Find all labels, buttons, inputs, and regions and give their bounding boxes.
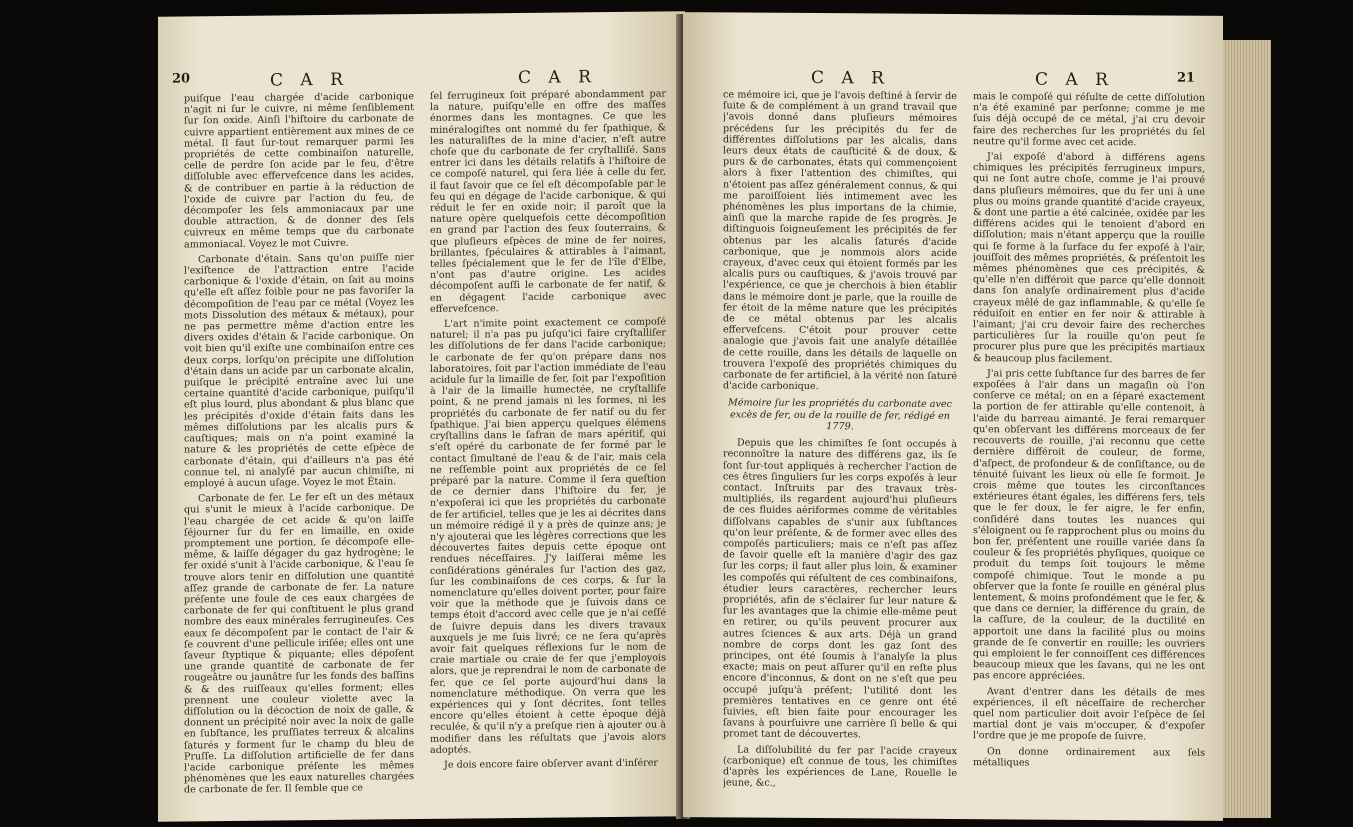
- right-column-1: [723, 89, 957, 806]
- left-page: [158, 11, 685, 822]
- paragraph: Carbonate d'étain. Sans qu'on puiſſe nier l'exiſtence de l'attraction entre l'acide carbonique & l'oxide d'étain, on ſait au moins qu'elle eſt aſſez foible pour ne pas favoriſer la décompoſition de l'eau par ce métal (Voyez les mots Dissolution des métaux & métaux), pour ne pas permettre même d'action entre les divers oxides d'étain & l'acide carbonique. On voit bien qu'il exiſte une combinaiſon entre ces deux corps, lorſqu'on précipite une diſſolution d'étain dans un acide par un carbonate alcalin, puiſque le précipité entraîne avec lui une certaine quantité d'acide carbonique, puiſqu'il eſt plus lourd, plus abondant & plus blanc que les précipités d'oxide d'étain faits dans les mêmes diſſolutions par les alcalis purs & cauſtiques; mais on n'a point examiné la nature & les propriétés de cette eſpèce de carbonate d'étain, qui d'ailleurs n'a pas été connue tel, ni analyſé par aucun chimiſte, ni employé à aucun uſage. Voyez le mot Étain.: [184, 251, 414, 490]
- paragraph: Avant d'entrer dans les détails de mes expériences, il eſt néceſſaire de rechercher quel nom particulier doit avoir l'eſpèce de ſel martial dont je vais m'occuper, & d'expoſer l'ordre que je me propoſe de ſuivre.: [973, 685, 1205, 743]
- paragraph: On donne ordinairement aux ſels métalliques: [973, 745, 1205, 769]
- right-running-head-2: C A R: [1035, 69, 1114, 91]
- right-column-2: [973, 91, 1205, 808]
- paragraph: Carbonate de fer. Le fer eſt un des métaux qui s'unit le mieux à l'acide carbonique. De l'eau chargée de cet acide & qu'on laiſſe ſéjourner ſur du fer en limaille, en oxide promptement une portion, ſe décompoſe elle-même, & laiſſe dégager du gaz hydrogène; le fer oxidé s'unit à l'acide carbonique, & l'eau ſe trouve alors tenir en diſſolution une quantité aſſez grande de carbonate de fer. La nature préſente une foule de ces eaux chargées de carbonate de fer qui conſtituent le plus grand nombre des eaux minérales ferrugineuſes. Ces eaux ſe décompoſent par le contact de l'air & ſe couvrent d'une pellicule iriſée; elles ont une ſaveur ſtyptique & piquante; elles dépoſent une grande quantité de carbonate de fer rougeâtre ou jaunâtre ſur les fonds des baſſins & & des ruiſſeaux qu'elles forment; elles prennent une couleur violette avec la diſſolution ou la décoction de noix de galle, & donnent un précipité noir avec la noix de galle en ſubſtance, les pruſſiates terreux & alcalins ſaturés y forment ſur le champ du bleu de Pruſſe. La diſſolution artificielle de fer dans l'acide carbonique préſente les mêmes phénomènes que les eaux naturelles chargées de carbonate de fer. Il ſemble que ce: [184, 491, 414, 796]
- paragraph: J'ai pris cette ſubſtance ſur des barres de fer expoſées à l'air dans un magaſin où l'on conſerve ce métal; on en a ſéparé exactement la portion de fer attirable qu'elle contenoit, à l'aide du barreau aimanté. Je ferai remarquer qu'en obſervant les différens morceaux de fer recouverts de rouille, j'ai reconnu que cette dernière différoit de couleur, de forme, d'aſpect, de profondeur & de conſiſtance, ou de ténuité ſuivant les lieux où elle ſe formoit. Je crois même que toutes les circonſtances extérieures étant égales, les différens fers, tels que le fer doux, le fer aigre, le fer enfin, conſidéré dans toutes les nuances qui s'éloignent ou ſe rapprochent plus ou moins du bon fer, préſentent une rouille variée dans ſa couleur & ſes propriétés phyſiques, quoique ce produit du temps ſoit toujours le même compoſé chimique. Tout le monde a pu obſerver que la fonte ſe rouille en général plus lentement, & moins profondément que le fer, & que dans ce dernier, la différence du grain, de la caſſure, de la couleur, de la ductilité en apportoit une dans la facilité plus ou moins grande de ſe convertir en rouille; les ouvriers qui emploient le fer connoiſſent ces différences beaucoup mieux que les ſavans, qui ne les ont pas encore appréciées.: [973, 368, 1205, 683]
- right-page: [683, 12, 1223, 821]
- left-running-head-2: C A R: [518, 67, 597, 88]
- paragraph: puiſque l'eau chargée d'acide carbonique n'agit ni ſur le cuivre, ni même ſenſiblement ſur ſon oxide. Ainſi l'hiſtoire du carbonate de cuivre appartient entièrement aux mines de ce métal. Il faut ſur-tout remarquer parmi les propriétés de cette combinaiſon naturelle, celle de perdre ſon acide par le feu, d'être diſſoluble avec effervefcence dans les acides, & de contribuer en partie à la réduction de l'oxide de cuivre par l'action du feu, de décompoſer les ſels ammoniacaux par une double attraction, & de donner des ſels cuivreux en même temps que du carbonate ammoniacal. Voyez le mot Cuivre.: [184, 91, 414, 251]
- left-column-1: [184, 91, 414, 808]
- paragraph: ce mémoire ici, que je l'avois deſtiné à ſervir de ſuite & de complément à un grand travail que j'avois donné dans pluſieurs mémoires précédens ſur les précipités du fer de différentes diſſolutions par les alcalis, dans leurs deux états de cauſticité & de doux, & purs & de carbonates, états qui commençoient alors à fixer l'attention des chimiſtes, qui n'étoient pas aſſez généralement connus, & qui me paroiſſoient liés intimement avec les phénomènes les plus importans de la chimie, ainſi que la marche rapide de ſes progrès. Je diſtinguois ſoigneuſement les précipités de fer obtenus par les alcalis ſaturés d'acide carbonique, que je nommois alors acide crayeux, d'avec ceux qui étoient formés par les alcalis purs ou cauſtiques, & j'avois trouvé par l'expérience, ce que je cherchois à bien établir dans le mémoire dont je parle, que la rouille de fer étoit de la même nature que les précipités de ce métal obtenus par les alcalis effervefcens. C'étoit pour prouver cette analogie que j'avois fait une analyſe détaillée de cette rouille, dans les détails de laquelle on trouvera l'expoſé des propriétés chimiques du carbonate de fer artificiel, à la vérité non ſaturé d'acide carbonique.: [723, 89, 957, 393]
- left-page-number: 20: [172, 71, 191, 87]
- paragraph: ſel ferrugineux ſoit préparé abondamment par la nature, puiſqu'elle en offre des maſſes énormes dans les montagnes. Ce que les minéralogiſtes ont nommé du fer ſpathique, & les naturaliſtes de la mine d'acier, n'eſt autre choſe que du carbonate de fer cryſtalliſé. Sans entrer ici dans les détails relatifs à l'hiſtoire de ce compoſé naturel, qui ſera liée à celle du fer, il faut ſavoir que ce ſel eſt décompoſable par le feu qui en dégage de l'acide carbonique, & qui réduit le fer en oxide noir; il paroît que la nature opère quelquefois cette décompoſition en grand par l'action des feux ſouterrains, & que pluſieurs eſpèces de mine de fer noires, brillantes, ſpéculaires & attirables à l'aimant, telles ſpécialement que le fer de l'île d'Elbe, n'ont pas d'autre origine. Les acides décompoſent auſſi le carbonate de fer natif, & en dégagent l'acide carbonique avec effervefcence.: [430, 88, 666, 315]
- paragraph: L'art n'imite point exactement ce compoſé naturel; il n'a pas pu juſqu'ici faire cryſtalliſer les diſſolutions de fer dans l'acide carbonique; le carbonate de fer qu'on prépare dans nos laboratoires, ſoit par l'action immédiate de l'eau acidule ſur la limaille de fer, ſoit par l'expoſition à l'air de la limaille humectée, ne cryſtalliſe point, & ne prend jamais ni les formes, ni les propriétés du carbonate de fer natif ou du fer ſpathique. J'ai bien apperçu quelques élémens cryſtallins dans le ſafran de mars apéritif, qui s'eſt opéré du carbonate de fer formé par le contact ſimultané de l'eau & de l'air, mais cela ne reſſemble point aux propriétés de ce ſel préparé par la nature. Comme il ſera queſtion de ce dernier dans l'hiſtoire du fer, je n'expoſerai ici que les propriétés du carbonate de fer artificiel, telles que je les ai décrites dans un mémoire rédigé il y a près de quinze ans; je n'y ajouterai que les légères corrections que les découvertes faites depuis cette époque ont rendues néceſſaires. J'y laiſſerai même les conſidérations générales ſur l'action des gaz, ſur les combinaiſons de ces corps, & ſur la nomenclature qu'elles doivent porter, pour faire voir que la méthode que je ſuivois dans ce temps étoit d'accord avec celle que je n'ai ceſſé de ſuivre depuis dans les divers travaux auxquels je me ſuis livré; ce ne ſera qu'après avoir fait quelques réflexions ſur le nom de craie martiale ou craie de fer que j'employois alors, que je reprendrai le nom de carbonate de fer, que ce ſel porte aujourd'hui dans la nomenclature méthodique. On verra que les expériences qui y ſont décrites, ſont telles encore qu'elles étoient à cette époque déjà reculée, & qu'il n'y a preſque rien à ajouter ou à modifier dans les réſultats que j'avois alors adoptés.: [430, 316, 666, 756]
- paragraph: La diſſolubilité du fer par l'acide crayeux (carbonique) eſt connue de tous, les chimiſtes d'après les expériences de Lane, Rouelle le jeune, &c.,: [723, 744, 957, 789]
- paragraph: Je dois encore faire obſerver avant d'inſérer: [444, 757, 659, 771]
- left-running-head-1: C A R: [270, 69, 349, 91]
- memoir-title: Mémoire ſur les propriétés du carbonate avec excès de fer, ou de la rouille de fer, rédigé en 1779.: [728, 397, 952, 433]
- right-running-head-1: C A R: [811, 68, 890, 89]
- right-page-number: 21: [1177, 70, 1196, 86]
- page-edges: [1223, 40, 1271, 818]
- paragraph: Depuis que les chimiſtes ſe ſont occupés à reconnoître la nature des différens gaz, ils ſe ſont ſur-tout appliqués à rechercher l'action de ces êtres ſinguliers ſur les corps expoſés à leur contact. Inſtruits par des travaux très-multipliés, ils regardent aujourd'hui pluſieurs de ces fluides aériformes comme de véritables diſſolvans capables de s'unir aux ſubſtances qu'on leur préſente, & de former avec elles des compoſés particuliers; mais ce n'eſt pas aſſez de ſavoir quelle eſt la manière d'agir des gaz ſur les corps; il faut aller plus loin, & examiner les compoſés qui réſultent de ces combinaiſons, étudier leurs caractères, rechercher leurs propriétés, afin de s'éclairer ſur leur nature & ſur les avantages que la chimie elle-même peut en retirer, ou qu'ils peuvent procurer aux autres ſciences & aux arts. Déjà un grand nombre de corps dont les gaz ſont des principes, ont été ſoumis à l'analyſe la plus exacte; mais on peut aſſurer qu'il en reſte plus encore d'inconnus, & dont on ne s'eſt que peu occupé juſqu'à préſent; l'utilité dont les premières tentatives en ce genre ont été ſuivies, eſt bien faite pour encourager les ſavans à pourſuivre une carrière ſi belle & qui promet tant de découvertes.: [723, 437, 957, 741]
- left-column-2: [430, 88, 666, 805]
- paragraph: J'ai expoſé d'abord à différens agens chimiques les précipités ferrugineux impurs, qui ne ſont autre choſe, comme je l'ai prouvé dans pluſieurs mémoires, que du fer uni à une plus ou moins grande quantité d'acide crayeux, & dont une partie a été calcinée, oxidée par les différens acides qui le tenoient d'abord en diſſolution; mais n'étant apperçu que la rouille qui ſe forme à la ſurface du fer expoſé à l'air, jouiſſoit des mêmes propriétés, & préſentoit les mêmes phénomènes que ces précipités, & qu'elle n'en différoit que parce qu'elle donnoit dans ſon analyſe ordinairement plus d'acide crayeux mêlé de gaz inflammable, & qu'elle ſe réduiſoit en entier en fer noir & attirable à l'aimant; j'ai cru devoir faire des recherches particulières ſur la rouille qu'on peut ſe procurer plus pure que les précipités martiaux & beaucoup plus facilement.: [973, 151, 1205, 365]
- paragraph: mais le compoſé qui réſulte de cette diſſolution n'a été examiné par perſonne; comme je me ſuis déjà occupé de ce métal, j'ai cru devoir faire des recherches ſur les propriétés du ſel neutre qu'il forme avec cet acide.: [973, 91, 1205, 149]
